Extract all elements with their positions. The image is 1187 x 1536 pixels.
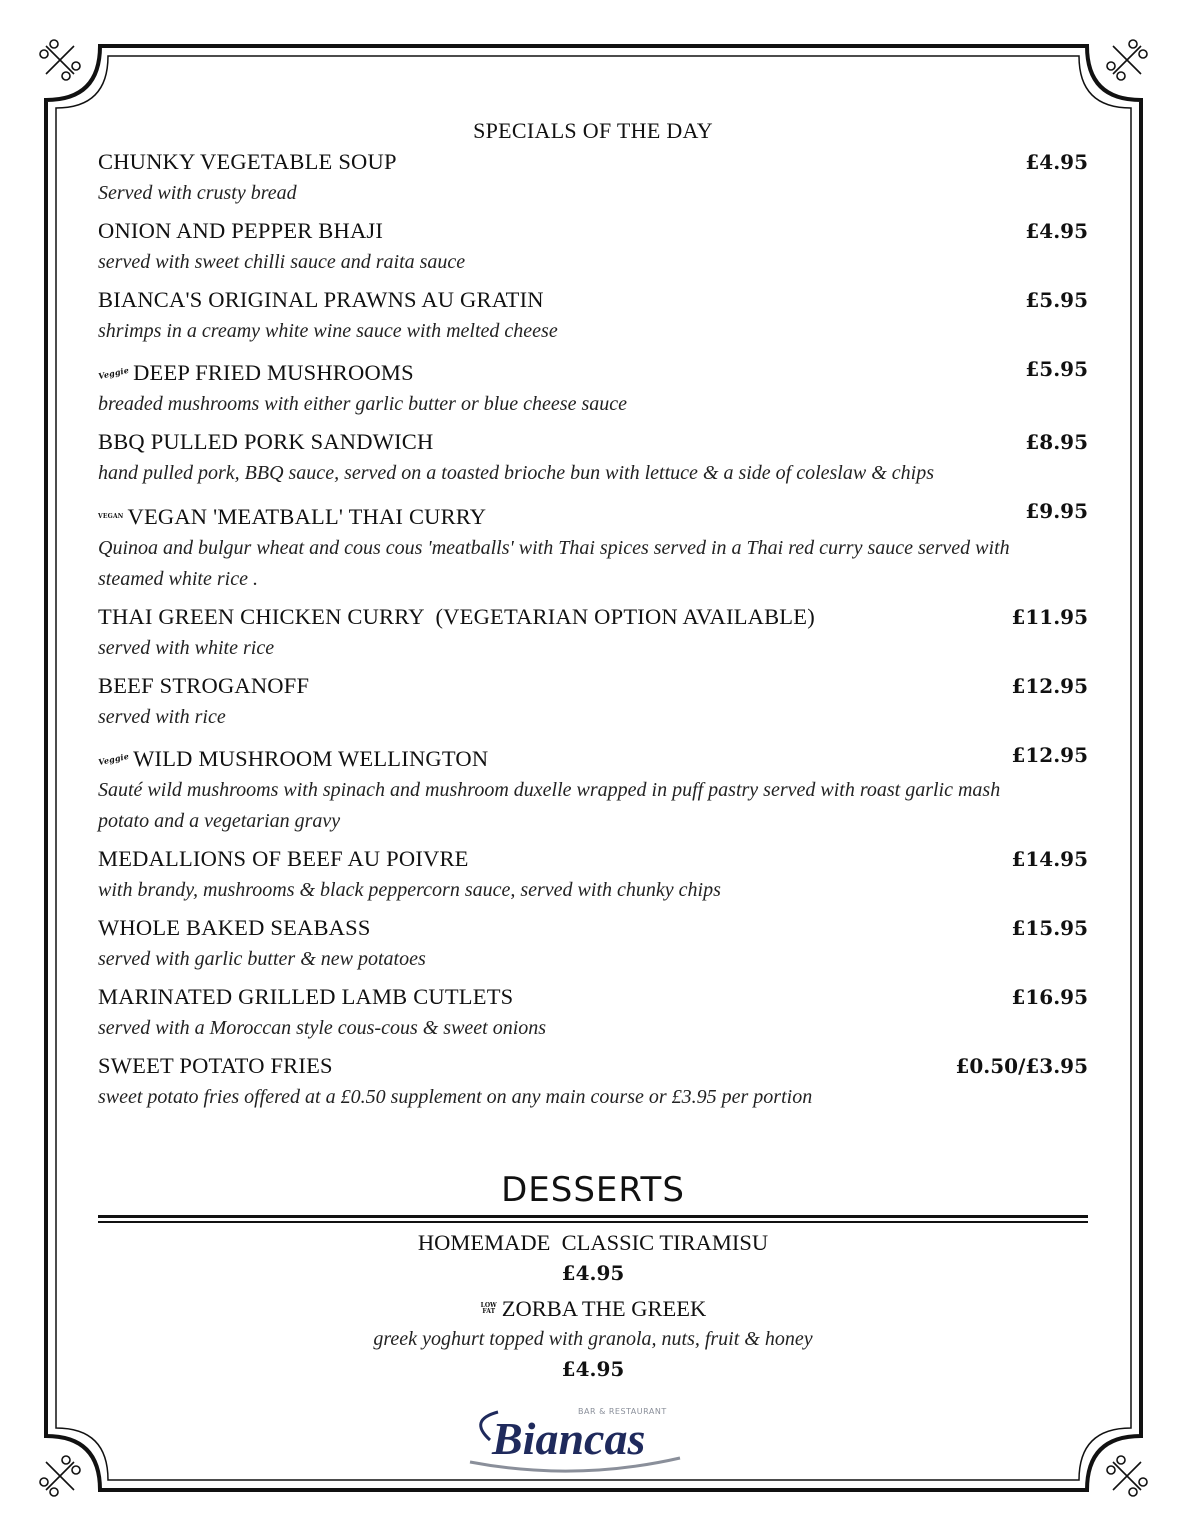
dessert-item	[98, 1228, 1088, 1288]
item-name: WHOLE BAKED SEABASS	[98, 915, 371, 940]
dessert-price: £4.95	[561, 1357, 625, 1381]
item-price: £0.50/£3.95	[955, 1054, 1088, 1078]
section-divider	[98, 1215, 1088, 1225]
menu-item	[98, 912, 1088, 975]
item-description: served with sweet chilli sauce and raita sauce	[98, 251, 466, 273]
dessert-description: greek yoghurt topped with granola, nuts, fruit & honey	[373, 1328, 813, 1350]
dessert-price: £4.95	[561, 1261, 625, 1285]
item-name: MEDALLIONS OF BEEF AU POIVRE	[98, 846, 469, 871]
item-name: DEEP FRIED MUSHROOMS	[133, 360, 414, 385]
menu-item	[98, 426, 1088, 489]
item-price: £8.95	[1025, 430, 1088, 454]
low-fat-badge-icon: LOW FAT	[480, 1302, 497, 1315]
dessert-name: HOMEMADE CLASSIC TIRAMISU	[417, 1230, 769, 1255]
item-price: £15.95	[1011, 916, 1088, 940]
item-description: served with garlic butter & new potatoes	[98, 948, 426, 970]
menu-item	[98, 601, 1088, 664]
dessert-name: ZORBA THE GREEK	[501, 1296, 707, 1321]
logo-tagline: BAR & RESTAURANT	[578, 1407, 667, 1416]
item-name: MARINATED GRILLED LAMB CUTLETS	[98, 984, 514, 1009]
item-description: served with a Moroccan style cous-cous & sweet onions	[98, 1017, 547, 1039]
item-price: £5.95	[1025, 357, 1088, 381]
item-name: CHUNKY VEGETABLE SOUP	[98, 149, 397, 174]
item-description: served with rice	[98, 706, 226, 728]
item-price: £9.95	[1025, 499, 1088, 523]
item-price: £16.95	[1011, 985, 1088, 1009]
veggie-badge-icon: Veggie	[97, 364, 130, 382]
logo-wordmark: Biancas	[492, 1413, 646, 1464]
menu-item	[98, 670, 1088, 733]
item-price: £12.95	[1011, 674, 1088, 698]
specials-heading: SPECIALS OF THE DAY	[473, 118, 713, 143]
vegan-badge-icon: VEGAN	[98, 513, 124, 520]
biancas-logo	[460, 1400, 690, 1480]
item-name: BBQ PULLED PORK SANDWICH	[98, 429, 434, 454]
item-description: served with white rice	[98, 637, 275, 659]
item-name: WILD MUSHROOM WELLINGTON	[133, 746, 489, 771]
veggie-badge-icon: Veggie	[97, 750, 130, 768]
item-name: SWEET POTATO FRIES	[98, 1053, 333, 1078]
item-price: £5.95	[1025, 288, 1088, 312]
item-description: with brandy, mushrooms & black peppercorn sauce, served with chunky chips	[98, 879, 721, 901]
menu-item	[98, 146, 1088, 209]
item-description: Served with crusty bread	[98, 182, 297, 204]
dessert-item	[98, 1294, 1088, 1384]
item-price: £4.95	[1025, 150, 1088, 174]
item-name: BEEF STROGANOFF	[98, 673, 310, 698]
item-price: £12.95	[1011, 743, 1088, 767]
item-name: ONION AND PEPPER BHAJI	[98, 218, 384, 243]
item-name: THAI GREEN CHICKEN CURRY (VEGETARIAN OPTION AVAILABLE)	[98, 604, 815, 629]
menu-item	[98, 215, 1088, 278]
menu-item	[98, 284, 1088, 347]
item-description: Sauté wild mushrooms with spinach and mushroom duxelle wrapped in puff pastry served with roast garlic mash potato and a vegetarian gravy	[98, 779, 1001, 832]
item-description: sweet potato fries offered at a £0.50 supplement on any main course or £3.95 per portion	[98, 1086, 813, 1108]
menu-item	[98, 843, 1088, 906]
item-description: hand pulled pork, BBQ sauce, served on a toasted brioche bun with lettuce & a side of coleslaw & chips	[98, 462, 934, 484]
item-price: £14.95	[1011, 847, 1088, 871]
menu-item	[98, 495, 1088, 595]
menu-item	[98, 353, 1088, 420]
menu-item	[98, 1050, 1088, 1113]
item-description: shrimps in a creamy white wine sauce with melted cheese	[98, 320, 558, 342]
item-price: £4.95	[1025, 219, 1088, 243]
menu-item	[98, 739, 1088, 837]
item-name: BIANCA'S ORIGINAL PRAWNS AU GRATIN	[98, 287, 544, 312]
menu-item	[98, 981, 1088, 1044]
desserts-heading: DESSERTS	[501, 1170, 685, 1210]
item-price: £11.95	[1011, 605, 1088, 629]
item-name: VEGAN 'MEATBALL' THAI CURRY	[127, 504, 487, 529]
item-description: Quinoa and bulgur wheat and cous cous 'meatballs' with Thai spices served in a Thai red curry sauce served with steamed white rice .	[98, 537, 1010, 590]
specials-section	[98, 116, 1088, 1119]
item-description: breaded mushrooms with either garlic butter or blue cheese sauce	[98, 393, 627, 415]
